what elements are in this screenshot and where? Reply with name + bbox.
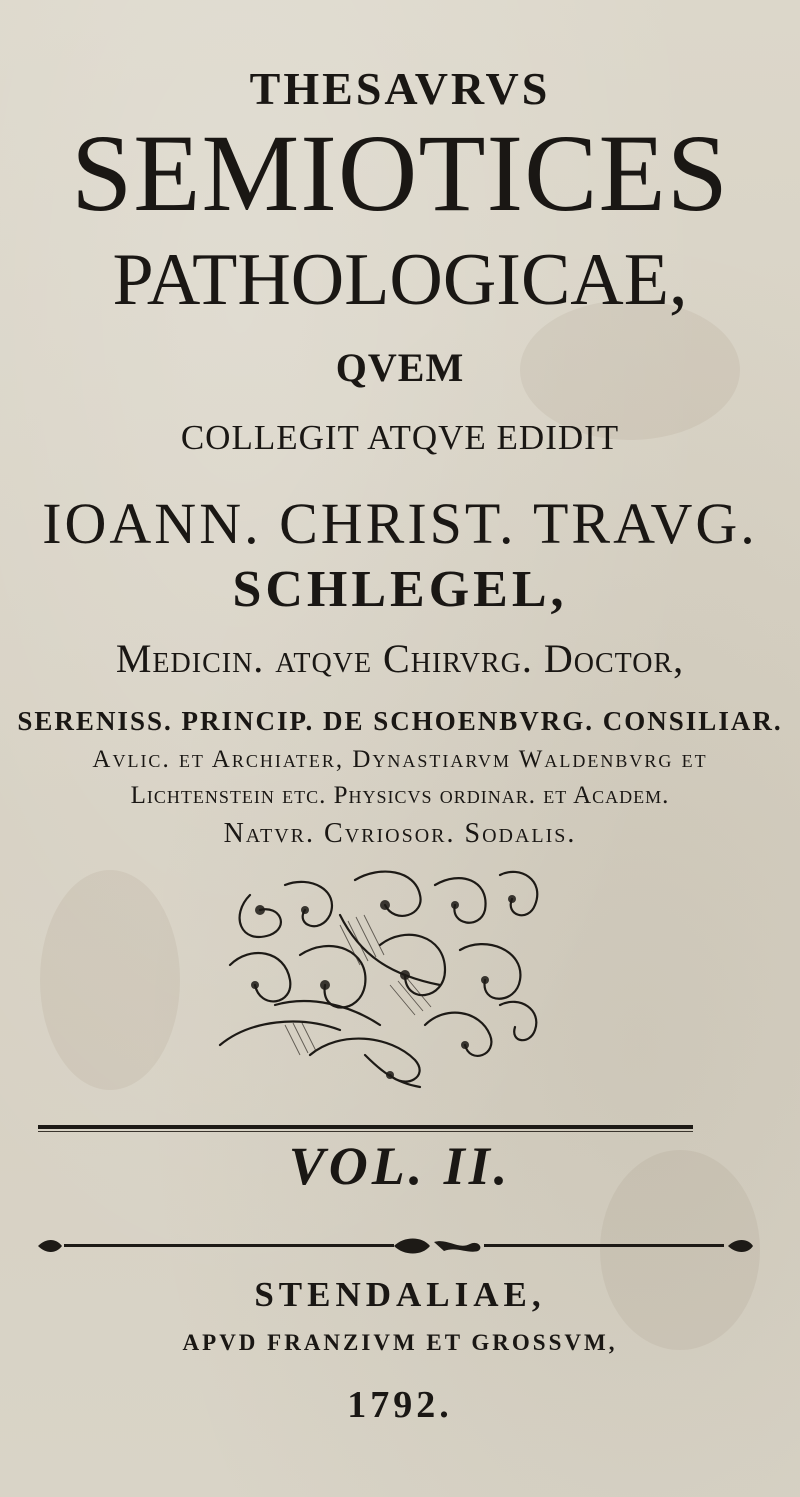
volume-number: VOL. II. bbox=[288, 1136, 512, 1196]
author-office-4: Natvr. Cvriosor. Sodalis. bbox=[223, 818, 577, 849]
title-line-thesaurus: THESAVRVS bbox=[249, 63, 551, 114]
imprint-place: STENDALIAE, bbox=[254, 1275, 546, 1314]
title-line-semiotices: SEMIOTICES bbox=[71, 112, 729, 234]
imprint-publisher: APVD FRANZIVM ET GROSSVM, bbox=[182, 1330, 618, 1355]
author-surname: SCHLEGEL, bbox=[232, 561, 568, 618]
author-office-1: SERENISS. PRINCIP. DE SCHOENBVRG. CONSILIAR. bbox=[17, 706, 783, 736]
horizontal-rule-thin bbox=[38, 1131, 693, 1132]
author-name: IOANN. CHRIST. TRAVG. bbox=[42, 491, 758, 556]
imprint-year: 1792. bbox=[347, 1384, 453, 1426]
author-office-3: Lichtenstein etc. Physicvs ordinar. et Academ. bbox=[130, 782, 670, 809]
horizontal-rule bbox=[38, 1125, 693, 1129]
author-office-2: Avlic. et Archiater, Dynastiarvm Waldenbvrg et bbox=[92, 746, 708, 773]
paper-stain bbox=[40, 870, 180, 1090]
title-line-collegit: COLLEGIT ATQVE EDIDIT bbox=[180, 418, 620, 457]
printers-vignette-ornament bbox=[190, 855, 580, 1095]
title-line-pathologicae: PATHOLOGICAE, bbox=[112, 239, 688, 321]
title-line-quem: QVEM bbox=[335, 345, 465, 390]
author-degree: Medicin. atqve Chirvrg. Doctor, bbox=[115, 636, 685, 681]
ornamental-rule bbox=[38, 1236, 753, 1256]
